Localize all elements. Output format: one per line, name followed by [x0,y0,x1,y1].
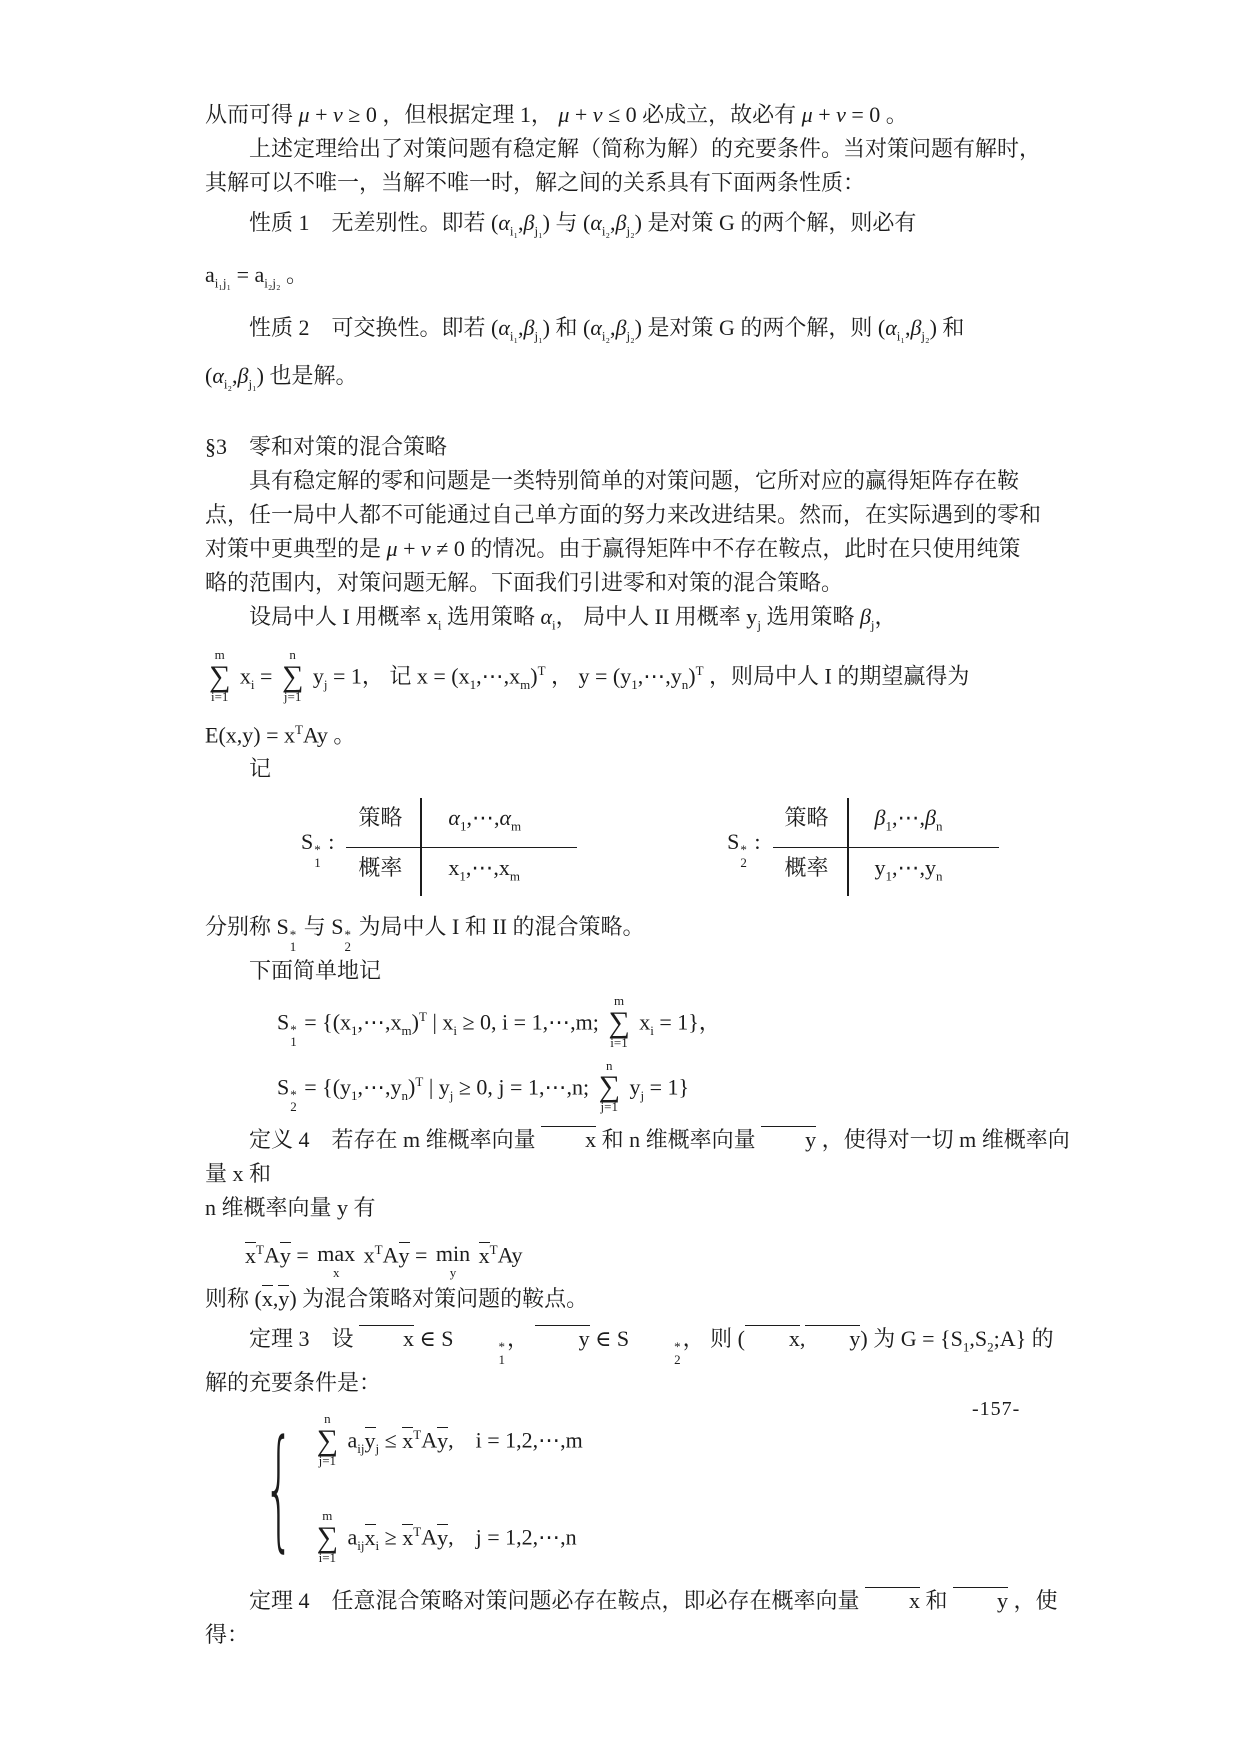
text-line-para3-2: 点，任一局中人都不可能通过自己单方面的努力来改进结果。然而，在实际遇到的零和 [205,501,1042,527]
system-inequality-1: n ∑ j=1 $a_{ij}y_j \le x^TAy$, i = 1,2,⋯,m [316,1411,583,1469]
text-line-ji: 记 [249,756,272,782]
formula-property1-equality: $a_{i_1j_1} = a_{i_2j_2}$ 。 [205,262,309,291]
system-inequality-2: m ∑ i=1 $a_{ij}x_i \ge x^TAy$, j = 1,2,⋯,n [316,1508,577,1565]
table-s1-grid [346,798,577,896]
page-content [205,98,1073,1652]
section-heading: §3 零和对策的混合策略 [205,433,448,459]
table-s1-label: S * 1 : [301,829,335,870]
text-line-theorem-remark-1: 上述定理给出了对策问题有稳定解（简称为解）的充要条件。当对策问题有解时， [249,136,1042,161]
formula-sum-probabilities: m ∑ i=1 $x_i$ = n ∑ j=1 $y_j = 1$， 记 $x = (x_1,\cdots,x_m)^T$ ， $y = (y_1,\cdots,y_n)^T$ ，则局中人 I 的期望赢得为 [209,646,970,704]
table-s1-strategies: $\alpha_1,\cdots,\alpha_m$ [420,798,577,847]
table-s2-strategies: $\beta_1,\cdots,\beta_n$ [847,798,999,847]
text-line-players-probabilities: 设局中人 I 用概率 $x_i$ 选用策略 $\alpha_i$， 局中人 II 用概率 $y_j$ 选用策略 $\beta_j$， [249,603,897,632]
table-s1-probabilities: $x_1,\cdots,x_m$ [420,848,577,896]
text-line-property2-cont: $(\alpha_{i_2},\beta_{j_1})$ 也是解。 [205,363,358,392]
text-line-para3-1: 具有稳定解的零和问题是一类特别简单的对策问题，它所对应的赢得矩阵存在鞍 [249,467,1020,493]
formula-expected-payoff: $E(x,y) = x^TAy$ 。 [205,721,356,748]
table-s2-header-probability: 概率 [784,854,829,880]
text-line-definition4-1: 定义 4 若存在 m 维概率向量 x 和 n 维概率向量 y ，使得对一切 m 维概率向量 x 和 [205,1127,1070,1187]
text-line-theorem3: 定理 3 设 x ∈ S * 1 ， y ∈ S * 2 ， 则 ( x, y) 为 $G = \{S_1,S_2;A\}$ 的解的充要条件是： [205,1326,1054,1396]
text-line-property2: 性质 2 可交换性。即若 $(\alpha_{i_1},\beta_{j_1})$ 和 $(\alpha_{i_2},\beta_{j_2})$ 是对策 G 的两个解，则 $(\alpha_{i_1},\beta_{j_2})$ 和 [249,314,965,344]
text-line-property1: 性质 1 无差别性。即若 $(\alpha_{i_1},\beta_{j_1})$ 与 $(\alpha_{i_2},\beta_{j_2})$ 是对策 G 的两个解，则必有 [249,210,917,239]
system-equations [313,1411,583,1568]
table-s1-header-strategy: 策略 [346,798,420,847]
theorem3-inequality-system [261,1411,1073,1568]
text-line-simple-notation: 下面简单地记 [249,957,382,983]
strategy-table-s1 [301,798,577,896]
table-s2-probabilities: $y_1,\cdots,y_n$ [847,848,999,896]
text-line-para3-4: 略的范围内，对策问题无解。下面我们引进零和对策的混合策略。 [205,569,844,595]
table-s2-header-strategy: 策略 [773,798,847,847]
strategy-table-s2 [727,798,998,896]
formula-saddle-point: $x^TAy$ = max x $x^TAy$ = min y $x^TAy$ [245,1240,523,1280]
text-line-definition4-2: n 维概率向量 y 有 [205,1195,376,1221]
text-line-saddle-point-naming: 则称 (x,y) 为混合策略对策问题的鞍点。 [205,1286,589,1312]
table-s2-grid [773,798,999,896]
text-line-mixed-strategy-naming: 分别称 S * 1 与 S * 2 为局中人 I 和 II 的混合策略。 [205,913,645,955]
text-line-theorem-remark-2: 其解可以不唯一，当解不唯一时，解之间的关系具有下面两条性质： [205,170,866,195]
table-s2-label: S * 2 : [727,829,761,870]
table-s1-header-probability: 概率 [358,854,403,880]
left-brace: { [263,1413,294,1567]
formula-s1-set: S * 1 = {$(x_1,\cdots,x_m)^T$ | $x_i \ge 0$, i = 1,⋯,m; m ∑ i=1 $x_i = 1$}， [277,992,721,1050]
text-line-mu-nu-conclusion: 从而可得 μ + ν ≥ 0 ，但根据定理 1， μ + ν ≤ 0 必成立，故必有 μ + ν = 0 。 [205,102,908,127]
mixed-strategy-tables [301,798,1073,896]
text-line-theorem4: 定理 4 任意混合策略对策问题必存在鞍点，即必存在概率向量 x 和 y ，使得： [205,1587,1058,1647]
text-line-para3-3: 对策中更典型的是 μ + ν ≠ 0 的情况。由于赢得矩阵中不存在鞍点，此时在只使用纯策 [205,535,1021,561]
page-number: -157- [972,1398,1021,1420]
formula-s2-set: S * 2 = {$(y_1,\cdots,y_n)^T$ | $y_j \ge 0$, j = 1,⋯,n; n ∑ j=1 $y_j = 1$} [277,1057,690,1115]
